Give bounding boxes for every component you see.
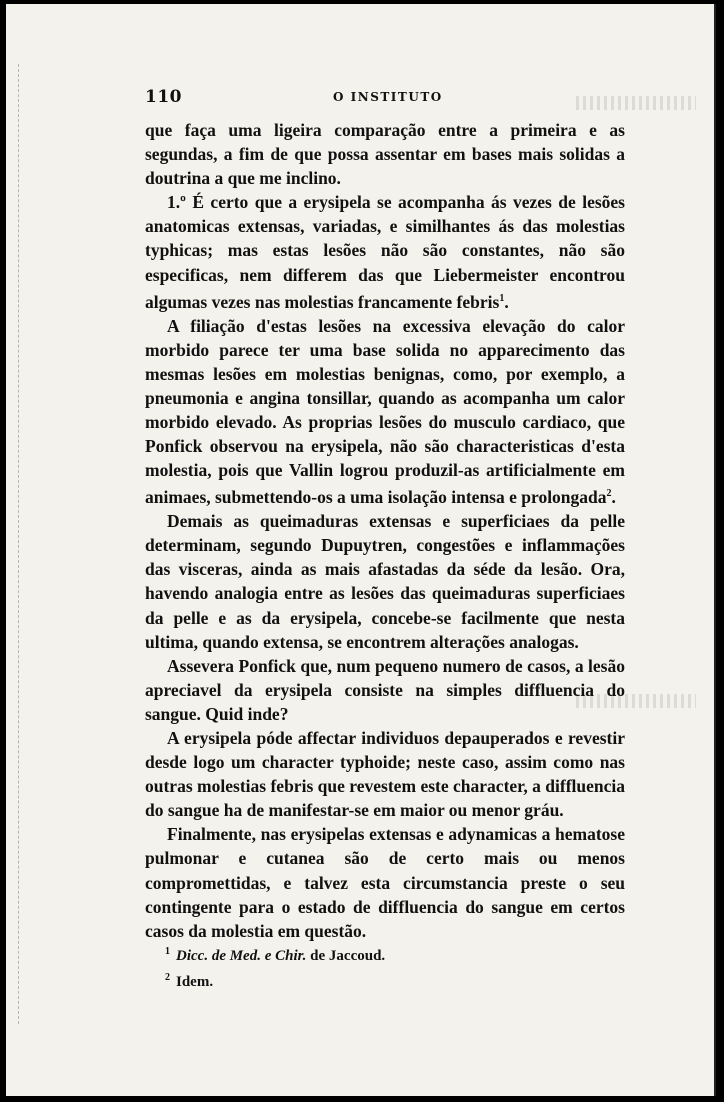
paragraph-text: A erysipela póde affectar individuos depauperados e revestir desde logo um character typhoide; neste caso, assim como nas outras molestias febris que revestem este character, a diffluencia do sangue ha de manifestar-se em maior ou menor gráu. xyxy=(145,728,625,821)
paragraph xyxy=(145,314,625,510)
paragraph xyxy=(145,509,625,654)
body-text xyxy=(145,118,625,943)
trailing-punctuation: . xyxy=(611,487,616,508)
footnote-reference[interactable]: 2 xyxy=(606,488,612,500)
footnotes xyxy=(145,941,625,993)
paragraph xyxy=(145,726,625,822)
paragraph-text: A filiação d'estas lesões na excessiva elevação do calor morbido parece ter uma base solida no apparecimento das mesmas lesões em molestias benignas, como, por exemplo, a pneumonia e angina tonsillar, quando as acompanha um calor morbido elevado. As proprias lesões do musculo cardiaco, que Ponfick observou na erysipela, não são characteristicas d'esta molestia, pois que Vallin logrou produzil-as artificialmente em animaes, submettendo-os a uma isolação intensa e prolongada xyxy=(145,315,625,508)
footnote-reference[interactable]: 1 xyxy=(499,292,505,304)
footnote-title: Dicc. de Med. e Chir. xyxy=(176,948,307,964)
footnote-text: Idem. xyxy=(176,974,214,990)
footnote-text: de Jaccoud. xyxy=(306,948,386,964)
paragraph-text: 1.º É certo que a erysipela se acompanha ás vezes de lesões anatomicas extensas, variadas, e similhantes ás das molestias typhicas; mas estas lesões não são constantes, não são especificas, nem differem das que Liebermeister encontrou algumas vezes nas molestias francamente febris xyxy=(145,192,625,312)
paragraph-text: Assevera Ponfick que, num pequeno numero de casos, a lesão apreciavel da erysipela consiste na simples diffluencia do sangue. Quid inde? xyxy=(145,655,625,724)
paragraph xyxy=(145,654,625,726)
footnote xyxy=(165,941,625,967)
paragraph-text: Demais as queimaduras extensas e superficiaes da pelle determinam, segundo Dupuytren, congestões e inflammações das visceras, ainda as mais afastadas da séde da lesão. Ora, havendo analogia entre as lesões das queimaduras superficiaes da pelle e as da erysipela, concebe-se facilmente que nesta ultima, quando extensa, se encontrem alterações analogas. xyxy=(145,511,625,652)
trailing-punctuation: . xyxy=(504,291,509,312)
footnote-mark: 1 xyxy=(165,946,170,957)
page-header xyxy=(145,87,625,109)
paragraph-text: que faça uma ligeira comparação entre a primeira e as segundas, a fim de que possa assentar em bases mais solidas a doutrina a que me inclino. xyxy=(145,120,625,189)
paragraph xyxy=(145,822,625,942)
footnote-mark: 2 xyxy=(165,972,170,983)
page-gutter xyxy=(18,64,27,1024)
paragraph-text: Finalmente, nas erysipelas extensas e adynamicas a hematose pulmonar e cutanea são de certo mais ou menos compromettidas, e talvez esta circumstancia preste o seu contingente para o estado de diffluencia do sangue em certos casos da molestia em questão. xyxy=(145,824,625,941)
running-head: O INSTITUTO xyxy=(333,90,443,104)
page-number: 110 xyxy=(145,87,182,107)
paragraph xyxy=(145,190,625,313)
paragraph xyxy=(145,118,625,190)
footnote xyxy=(165,967,625,993)
